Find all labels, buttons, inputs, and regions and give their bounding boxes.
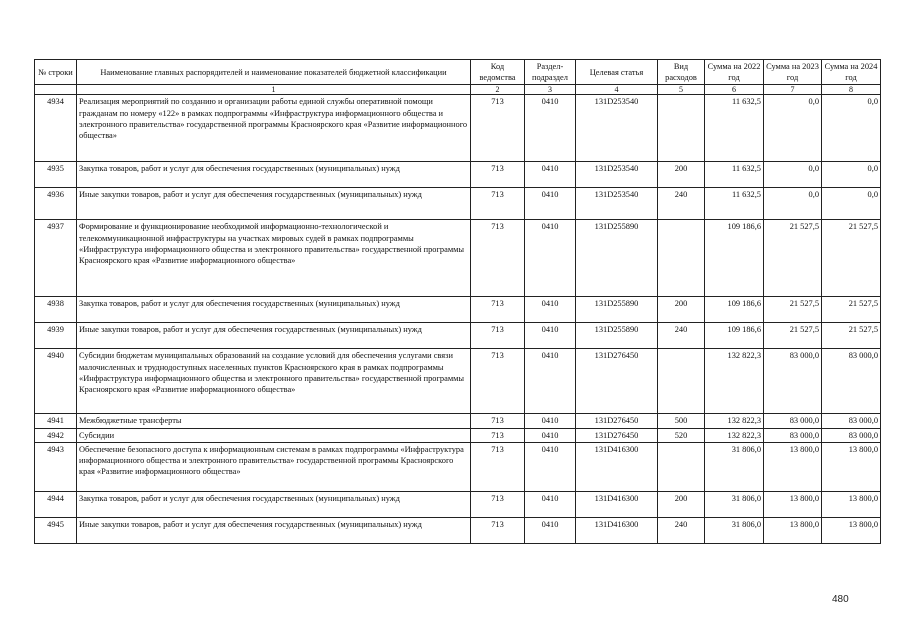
column-number: 3 <box>525 85 576 95</box>
row-sum-2024: 13 800,0 <box>822 491 881 517</box>
header-row-no: № строки <box>35 60 77 85</box>
row-expense-type: 240 <box>658 517 705 543</box>
column-number <box>35 85 77 95</box>
row-sum-2022: 109 186,6 <box>705 323 764 349</box>
budget-table <box>34 59 881 544</box>
column-number: 8 <box>822 85 881 95</box>
row-section: 0410 <box>525 349 576 414</box>
row-sum-2022: 109 186,6 <box>705 220 764 297</box>
row-name: Закупка товаров, работ и услуг для обеспечения государственных (муниципальных) нужд <box>77 491 471 517</box>
row-sum-2024: 21 527,5 <box>822 297 881 323</box>
row-dept-code: 713 <box>471 162 525 188</box>
row-section: 0410 <box>525 428 576 442</box>
row-name: Иные закупки товаров, работ и услуг для обеспечения государственных (муниципальных) нужд <box>77 323 471 349</box>
row-sum-2022: 11 632,5 <box>705 162 764 188</box>
row-dept-code: 713 <box>471 428 525 442</box>
row-dept-code: 713 <box>471 517 525 543</box>
row-sum-2022: 132 822,3 <box>705 414 764 428</box>
row-number: 4935 <box>35 162 77 188</box>
row-name: Реализация мероприятий по созданию и организации работы единой службы оперативной помощи гражданам по номеру «122» в рамках подпрограммы «Инфраструктура информационного общества и электронного правительства» государственной программы Красноярского края «Развитие информационного общества» <box>77 95 471 162</box>
row-expense-type: 200 <box>658 297 705 323</box>
row-target-item: 131D276450 <box>576 428 658 442</box>
row-expense-type: 500 <box>658 414 705 428</box>
row-sum-2022: 11 632,5 <box>705 95 764 162</box>
table-body <box>35 95 881 543</box>
row-sum-2022: 31 806,0 <box>705 491 764 517</box>
row-expense-type: 200 <box>658 491 705 517</box>
column-number: 7 <box>764 85 822 95</box>
row-sum-2023: 0,0 <box>764 162 822 188</box>
row-number: 4943 <box>35 442 77 491</box>
row-dept-code: 713 <box>471 297 525 323</box>
table-row <box>35 323 881 349</box>
row-section: 0410 <box>525 95 576 162</box>
row-dept-code: 713 <box>471 323 525 349</box>
row-dept-code: 713 <box>471 188 525 220</box>
header-expense-type: Вид расходов <box>658 60 705 85</box>
row-number: 4939 <box>35 323 77 349</box>
row-name: Иные закупки товаров, работ и услуг для обеспечения государственных (муниципальных) нужд <box>77 188 471 220</box>
row-sum-2024: 0,0 <box>822 162 881 188</box>
header-dept-code: Код ведомства <box>471 60 525 85</box>
row-target-item: 131D416300 <box>576 517 658 543</box>
row-sum-2023: 83 000,0 <box>764 414 822 428</box>
row-name: Иные закупки товаров, работ и услуг для обеспечения государственных (муниципальных) нужд <box>77 517 471 543</box>
header-sum-2024: Сумма на 2024 год <box>822 60 881 85</box>
row-name: Субсидии <box>77 428 471 442</box>
row-sum-2023: 13 800,0 <box>764 517 822 543</box>
table-row <box>35 349 881 414</box>
row-expense-type: 200 <box>658 162 705 188</box>
table-row <box>35 491 881 517</box>
row-sum-2023: 13 800,0 <box>764 491 822 517</box>
row-dept-code: 713 <box>471 414 525 428</box>
row-section: 0410 <box>525 323 576 349</box>
row-sum-2023: 21 527,5 <box>764 220 822 297</box>
column-number: 6 <box>705 85 764 95</box>
row-name: Формирование и функционирование необходимой информационно-технологической и телекоммуникационной инфраструктуры на участках мировых судей в рамках подпрограммы «Инфраструктура информационного общества и электронного правительства» государственной программы Красноярского края «Развитие информационного общества» <box>77 220 471 297</box>
header-name: Наименование главных распорядителей и наименование показателей бюджетной классификации <box>77 60 471 85</box>
row-name: Межбюджетные трансферты <box>77 414 471 428</box>
table-row <box>35 414 881 428</box>
row-section: 0410 <box>525 162 576 188</box>
table-row <box>35 188 881 220</box>
column-number: 1 <box>77 85 471 95</box>
row-sum-2024: 83 000,0 <box>822 428 881 442</box>
row-number: 4936 <box>35 188 77 220</box>
table-header <box>35 60 881 95</box>
row-section: 0410 <box>525 414 576 428</box>
row-section: 0410 <box>525 188 576 220</box>
row-sum-2024: 0,0 <box>822 188 881 220</box>
row-sum-2023: 0,0 <box>764 95 822 162</box>
row-number: 4941 <box>35 414 77 428</box>
row-sum-2022: 132 822,3 <box>705 349 764 414</box>
row-sum-2022: 31 806,0 <box>705 442 764 491</box>
row-sum-2022: 11 632,5 <box>705 188 764 220</box>
row-target-item: 131D276450 <box>576 349 658 414</box>
row-expense-type <box>658 220 705 297</box>
row-section: 0410 <box>525 297 576 323</box>
row-sum-2024: 21 527,5 <box>822 220 881 297</box>
row-number: 4937 <box>35 220 77 297</box>
row-target-item: 131D255890 <box>576 297 658 323</box>
page-number: 480 <box>832 594 849 605</box>
table-row <box>35 517 881 543</box>
row-expense-type: 240 <box>658 188 705 220</box>
row-target-item: 131D416300 <box>576 491 658 517</box>
row-sum-2023: 0,0 <box>764 188 822 220</box>
row-name: Обеспечение безопасного доступа к информационным системам в рамках подпрограммы «Инфраструктура информационного общества и электронного правительства» государственной программы Красноярского края «Развитие информационного общества» <box>77 442 471 491</box>
row-target-item: 131D255890 <box>576 220 658 297</box>
row-number: 4944 <box>35 491 77 517</box>
row-sum-2023: 21 527,5 <box>764 297 822 323</box>
row-number: 4945 <box>35 517 77 543</box>
table-row <box>35 442 881 491</box>
row-section: 0410 <box>525 491 576 517</box>
row-sum-2024: 83 000,0 <box>822 349 881 414</box>
row-name: Субсидии бюджетам муниципальных образований на создание условий для обеспечения услугами связи малочисленных и труднодоступных населенных пунктов Красноярского края в рамках подпрограммы «Инфраструктура информационного общества и электронного правительства» государственной программы Красноярского края «Развитие информационного общества» <box>77 349 471 414</box>
row-sum-2022: 132 822,3 <box>705 428 764 442</box>
row-expense-type <box>658 95 705 162</box>
row-sum-2023: 13 800,0 <box>764 442 822 491</box>
row-target-item: 131D253540 <box>576 162 658 188</box>
row-sum-2022: 31 806,0 <box>705 517 764 543</box>
table-row <box>35 220 881 297</box>
row-expense-type <box>658 349 705 414</box>
row-dept-code: 713 <box>471 442 525 491</box>
row-sum-2024: 13 800,0 <box>822 517 881 543</box>
column-number: 2 <box>471 85 525 95</box>
row-expense-type: 240 <box>658 323 705 349</box>
row-target-item: 131D255890 <box>576 323 658 349</box>
row-target-item: 131D253540 <box>576 95 658 162</box>
table-row <box>35 95 881 162</box>
row-dept-code: 713 <box>471 491 525 517</box>
row-dept-code: 713 <box>471 95 525 162</box>
header-section: Раздел-подраздел <box>525 60 576 85</box>
row-sum-2023: 83 000,0 <box>764 428 822 442</box>
column-number-row <box>35 85 881 95</box>
row-sum-2023: 21 527,5 <box>764 323 822 349</box>
column-number: 4 <box>576 85 658 95</box>
row-section: 0410 <box>525 220 576 297</box>
row-sum-2024: 13 800,0 <box>822 442 881 491</box>
header-sum-2023: Сумма на 2023 год <box>764 60 822 85</box>
header-sum-2022: Сумма на 2022 год <box>705 60 764 85</box>
row-expense-type: 520 <box>658 428 705 442</box>
row-name: Закупка товаров, работ и услуг для обеспечения государственных (муниципальных) нужд <box>77 297 471 323</box>
row-sum-2022: 109 186,6 <box>705 297 764 323</box>
row-section: 0410 <box>525 442 576 491</box>
row-sum-2023: 83 000,0 <box>764 349 822 414</box>
row-sum-2024: 21 527,5 <box>822 323 881 349</box>
row-number: 4938 <box>35 297 77 323</box>
table-row <box>35 428 881 442</box>
row-name: Закупка товаров, работ и услуг для обеспечения государственных (муниципальных) нужд <box>77 162 471 188</box>
row-number: 4942 <box>35 428 77 442</box>
header-target-item: Целевая статья <box>576 60 658 85</box>
row-sum-2024: 83 000,0 <box>822 414 881 428</box>
row-section: 0410 <box>525 517 576 543</box>
row-sum-2024: 0,0 <box>822 95 881 162</box>
row-target-item: 131D276450 <box>576 414 658 428</box>
column-number: 5 <box>658 85 705 95</box>
row-dept-code: 713 <box>471 349 525 414</box>
row-number: 4940 <box>35 349 77 414</box>
table-row <box>35 162 881 188</box>
table-row <box>35 297 881 323</box>
row-target-item: 131D253540 <box>576 188 658 220</box>
row-number: 4934 <box>35 95 77 162</box>
header-row <box>35 60 881 85</box>
row-dept-code: 713 <box>471 220 525 297</box>
row-expense-type <box>658 442 705 491</box>
row-target-item: 131D416300 <box>576 442 658 491</box>
